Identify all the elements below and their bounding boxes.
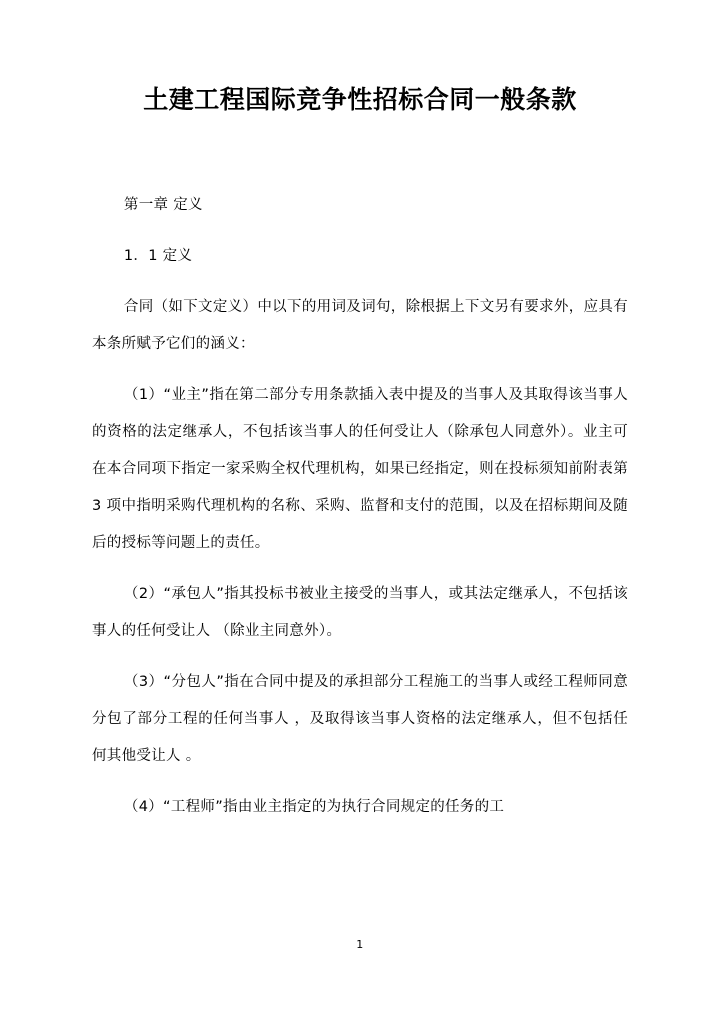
paragraph-definition-4: （4）“工程师”指由业主指定的为执行合同规定的任务的工 xyxy=(123,798,505,815)
clause-number: 1．1 定义 xyxy=(123,247,193,264)
paragraph-definition-1: （1）“业主”指在第二部分专用条款插入表中提及的当事人及其取得该当事人的资格的法定继承人，不包括该当事人的任何受让人（除承包人同意外）。业主可在本合同项下指定一家采购全权代理机构，如果已经指定，则在投标须知前附表第 3 项中指明采购代理机构的名称、采购、监督和支付的范围，以及在招标期间及随后的授标等问题上的责任。 xyxy=(92,386,628,551)
document-body xyxy=(92,187,628,826)
page-title: 土建工程国际竞争性招标合同一般条款 xyxy=(143,85,577,114)
paragraph-definition-3: （3）“分包人”指在合同中提及的承担部分工程施工的当事人或经工程师同意分包了部分工程的任何当事人 ，及取得该当事人资格的法定继承人，但不包括任何其他受让人 。 xyxy=(92,673,628,764)
page-number: 1 xyxy=(356,938,364,951)
chapter-heading: 第一章 定义 xyxy=(123,197,203,213)
paragraph-intro: 合同（如下文定义）中以下的用词及词句，除根据上下文另有要求外，应具有本条所赋予它们的涵义： xyxy=(92,298,628,352)
paragraph-definition-2: （2）“承包人”指其投标书被业主接受的当事人，或其法定继承人，不包括该事人的任何受让人 （除业主同意外）。 xyxy=(92,585,628,639)
